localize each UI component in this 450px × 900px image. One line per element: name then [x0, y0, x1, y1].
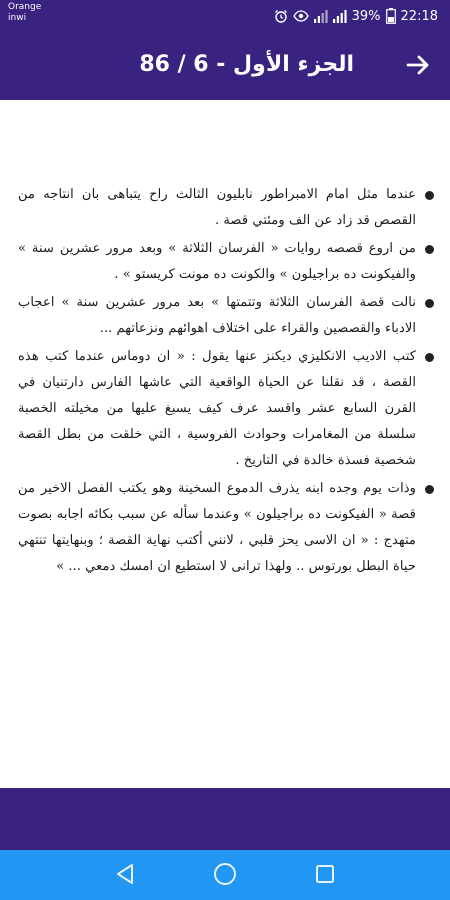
home-circle-icon: [213, 862, 237, 890]
bullet-icon: [425, 245, 434, 254]
page-title: الجزء الأول - 6 / 86: [139, 52, 354, 77]
system-nav-bar: [0, 850, 450, 900]
paragraph-text: كتب الاديب الانكليزي ديكنز عنها يقول : « ان دوماس عندما كتب هذه القصة ، قد نقلنا عن الحياة الواقعية التي عاشها الفارس دارتنيان في القرن السابع عشر واقسد عرف كيف يسبغ عليها من مخيلته الخصبة سلسلة من المغامرات وحوادث الفروسية ، التي خلقت من بطل القصة شخصية فسذة خالدة في التاريخ .: [18, 349, 416, 468]
eye-comfort-icon: [293, 10, 309, 22]
battery-percent: 39%: [351, 8, 381, 24]
list-item: [18, 236, 416, 288]
nav-home-button[interactable]: [212, 863, 238, 889]
paragraph-text: وذات يوم وجده ابنه يذرف الدموع السخينة وهو يكتب الفصل الاخير من قصة « الفيكونت ده براجيلون » وعندما سأله عن سبب بكائه اجابه بصوت متهدج : « ان الاسى يحز قلبي ، لانني أكتب نهاية القصة ؛ وبنهايتها تنتهي حياة البطل بورتوس .. ولهذا ترانى لا استطيع ان امسك دمعي ... »: [18, 481, 416, 574]
list-item: [18, 476, 416, 580]
carrier-info: [8, 2, 41, 24]
bottom-app-band: [0, 788, 450, 850]
clock-time: 22:18: [400, 8, 438, 24]
nav-recents-button[interactable]: [312, 863, 338, 889]
carrier-line1: Orange: [8, 2, 42, 12]
status-icons: [274, 8, 438, 24]
bullet-icon: [425, 485, 434, 494]
book-page[interactable]: [0, 100, 450, 788]
paragraph-text: من اروع قصصه روايات « الفرسان الثلاثة » وبعد مرور عشرين سنة » والفيكونت ده براجيلون » والكونت ده مونت كريستو » .: [18, 241, 416, 282]
alarm-icon: [274, 9, 288, 23]
paragraph-list: [18, 182, 416, 582]
list-item: [18, 344, 416, 474]
battery-icon: [386, 8, 396, 24]
paragraph-text: عندما مثل امام الامبراطور نابليون الثالث راح يتباهى بان انتاجه من القصص قد زاد عن الف ومئتي قصة .: [18, 187, 416, 228]
app-bar: [0, 33, 450, 100]
signal-icon: [314, 10, 328, 23]
paragraph-text: نالت قصة الفرسان الثلاثة وتتمتها » بعد مرور عشرين سنة » اعجاب الادباء والقصصين والقراء على اختلاف اهوائهم ونزعاتهم ...: [18, 295, 416, 336]
list-item: [18, 182, 416, 234]
list-item: [18, 290, 416, 342]
bullet-icon: [425, 353, 434, 362]
bullet-icon: [425, 299, 434, 308]
recents-square-icon: [315, 864, 335, 888]
back-button[interactable]: [402, 51, 434, 83]
back-triangle-icon: [115, 863, 135, 889]
status-bar: [0, 0, 450, 33]
wifi-signal-icon: [333, 10, 347, 23]
bullet-icon: [425, 191, 434, 200]
carrier-line2: inwi: [8, 13, 27, 23]
arrow-right-icon: [406, 54, 430, 80]
nav-back-button[interactable]: [112, 863, 138, 889]
